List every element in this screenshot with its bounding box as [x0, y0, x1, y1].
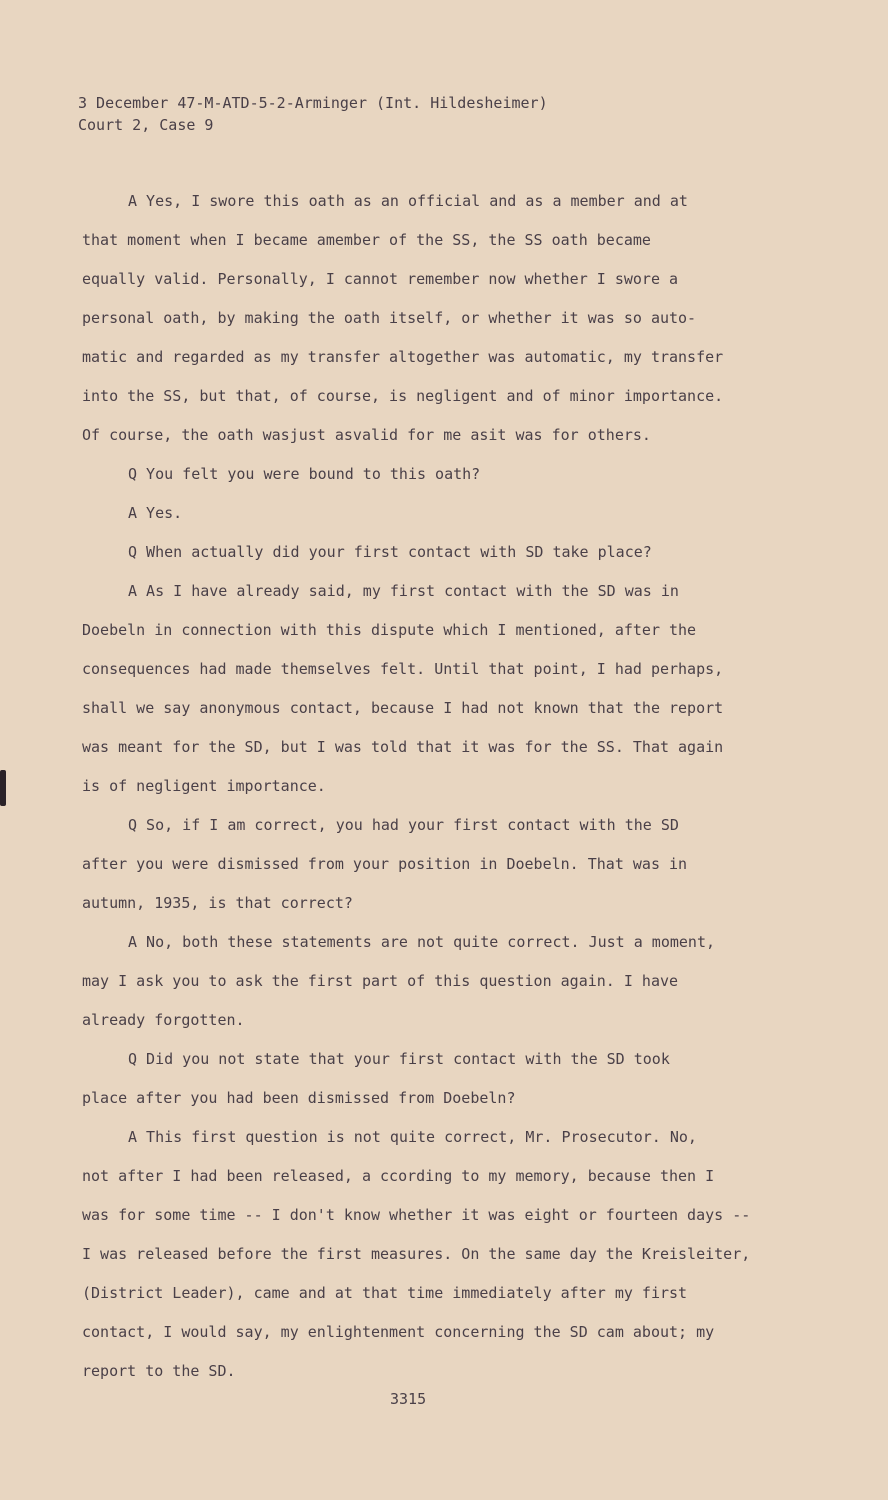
text-line: after you were dismissed from your position in Doebeln. That was in: [82, 855, 688, 873]
header-line-2: Court 2, Case 9: [78, 116, 214, 134]
header-line-1: 3 December 47-M-ATD-5-2-Arminger (Int. Hildesheimer): [78, 94, 548, 112]
text-line: report to the SD.: [82, 1362, 236, 1380]
text-line: already forgotten.: [82, 1011, 245, 1029]
text-line: shall we say anonymous contact, because I had not known that the report: [82, 699, 724, 717]
text-line: place after you had been dismissed from Doebeln?: [82, 1089, 516, 1107]
text-line: Q Did you not state that your first contact with the SD took: [128, 1050, 670, 1068]
text-line: Of course, the oath wasjust asvalid for me asit was for others.: [82, 426, 651, 444]
text-line: was meant for the SD, but I was told that it was for the SS. That again: [82, 738, 724, 756]
page-number: 3315: [390, 1390, 427, 1408]
document-header: [78, 92, 548, 136]
text-line: A This first question is not quite correct, Mr. Prosecutor. No,: [128, 1128, 697, 1146]
text-line: consequences had made themselves felt. Until that point, I had perhaps,: [82, 660, 724, 678]
text-line: Q So, if I am correct, you had your first contact with the SD: [128, 816, 679, 834]
text-line: I was released before the first measures. On the same day the Kreisleiter,: [82, 1245, 751, 1263]
text-line: matic and regarded as my transfer altogether was automatic, my transfer: [82, 348, 724, 366]
text-line: into the SS, but that, of course, is negligent and of minor importance.: [82, 387, 724, 405]
transcript-body: [82, 182, 782, 1391]
edge-mark: [0, 770, 6, 806]
text-line: Q You felt you were bound to this oath?: [128, 465, 481, 483]
text-line: A Yes.: [128, 504, 183, 522]
text-line: Q When actually did your first contact with SD take place?: [128, 543, 652, 561]
text-line: autumn, 1935, is that correct?: [82, 894, 353, 912]
text-line: contact, I would say, my enlightenment concerning the SD cam about; my: [82, 1323, 715, 1341]
text-line: personal oath, by making the oath itself, or whether it was so auto-: [82, 309, 697, 327]
text-line: A Yes, I swore this oath as an official and as a member and at: [128, 192, 688, 210]
text-line: may I ask you to ask the first part of this question again. I have: [82, 972, 679, 990]
text-line: that moment when I became amember of the SS, the SS oath became: [82, 231, 651, 249]
text-line: not after I had been released, a ccording to my memory, because then I: [82, 1167, 715, 1185]
text-line: A No, both these statements are not quite correct. Just a moment,: [128, 933, 715, 951]
text-line: was for some time -- I don't know whether it was eight or fourteen days --: [82, 1206, 751, 1224]
text-line: Doebeln in connection with this dispute which I mentioned, after the: [82, 621, 697, 639]
text-line: (District Leader), came and at that time immediately after my first: [82, 1284, 688, 1302]
text-line: A As I have already said, my first contact with the SD was in: [128, 582, 679, 600]
text-line: is of negligent importance.: [82, 777, 326, 795]
text-line: equally valid. Personally, I cannot remember now whether I swore a: [82, 270, 679, 288]
